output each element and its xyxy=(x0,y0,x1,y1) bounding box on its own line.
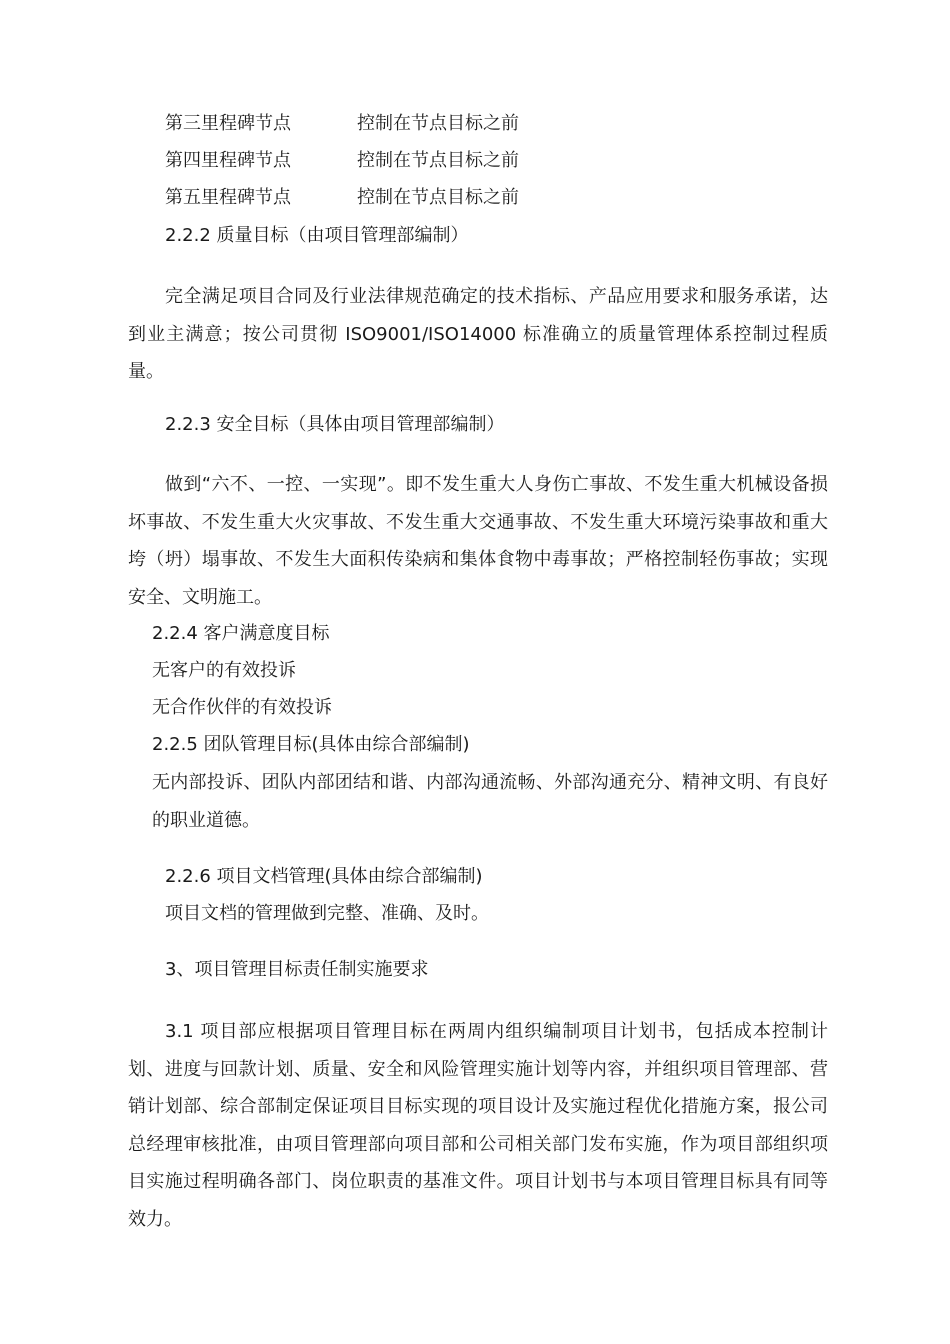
milestone-row xyxy=(165,149,865,173)
chapter3-body: 3.1 项目部应根据项目管理目标在两周内组织编制项目计划书，包括成本控制计划、进度与回款计划、质量、安全和风险管理实施计划等内容，并组织项目管理部、营销计划部、综合部制定保证项目目标实现的项目设计及实施过程优化措施方案，报公司总经理审核批准，由项目管理部向项目部和公司相关部门发布实施，作为项目部组织项目实施过程明确各部门、岗位职责的基准文件。项目计划书与本项目管理目标具有同等效力。 xyxy=(128,1021,828,1230)
quality-body: 完全满足项目合同及行业法律规范确定的技术指标、产品应用要求和服务承诺，达到业主满意；按公司贯彻 ISO9001/ISO14000 标准确立的质量管理体系控制过程质量。 xyxy=(128,286,828,382)
milestone-control: 控制在节点目标之前 xyxy=(357,187,519,208)
customer-heading: 2.2.4 客户满意度目标 xyxy=(152,623,330,644)
milestone-name: 第四里程碑节点 xyxy=(165,150,291,171)
milestone-name: 第三里程碑节点 xyxy=(165,113,291,134)
team-heading: 2.2.5 团队管理目标(具体由综合部编制) xyxy=(152,734,470,755)
milestone-control: 控制在节点目标之前 xyxy=(357,113,519,134)
quality-heading: 2.2.2 质量目标（由项目管理部编制） xyxy=(165,225,469,246)
milestone-name: 第五里程碑节点 xyxy=(165,187,291,208)
docs-body: 项目文档的管理做到完整、准确、及时。 xyxy=(165,903,489,924)
customer-item: 无客户的有效投诉 xyxy=(152,660,296,681)
team-body: 无内部投诉、团队内部团结和谐、内部沟通流畅、外部沟通充分、精神文明、有良好的职业道德。 xyxy=(152,772,828,831)
safety-heading: 2.2.3 安全目标（具体由项目管理部编制） xyxy=(165,414,505,435)
customer-item: 无合作伙伴的有效投诉 xyxy=(152,697,332,718)
safety-body: 做到“六不、一控、一实现”。即不发生重大人身伤亡事故、不发生重大机械设备损坏事故、不发生重大火灾事故、不发生重大交通事故、不发生重大环境污染事故和重大垮（坍）塌事故、不发生大面积传染病和集体食物中毒事故；严格控制轻伤事故；实现安全、文明施工。 xyxy=(128,474,828,608)
chapter3-heading: 3、项目管理目标责任制实施要求 xyxy=(165,959,429,980)
docs-heading: 2.2.6 项目文档管理(具体由综合部编制) xyxy=(165,866,483,887)
milestone-control: 控制在节点目标之前 xyxy=(357,150,519,171)
milestone-row xyxy=(165,112,865,136)
milestone-row xyxy=(165,186,865,210)
